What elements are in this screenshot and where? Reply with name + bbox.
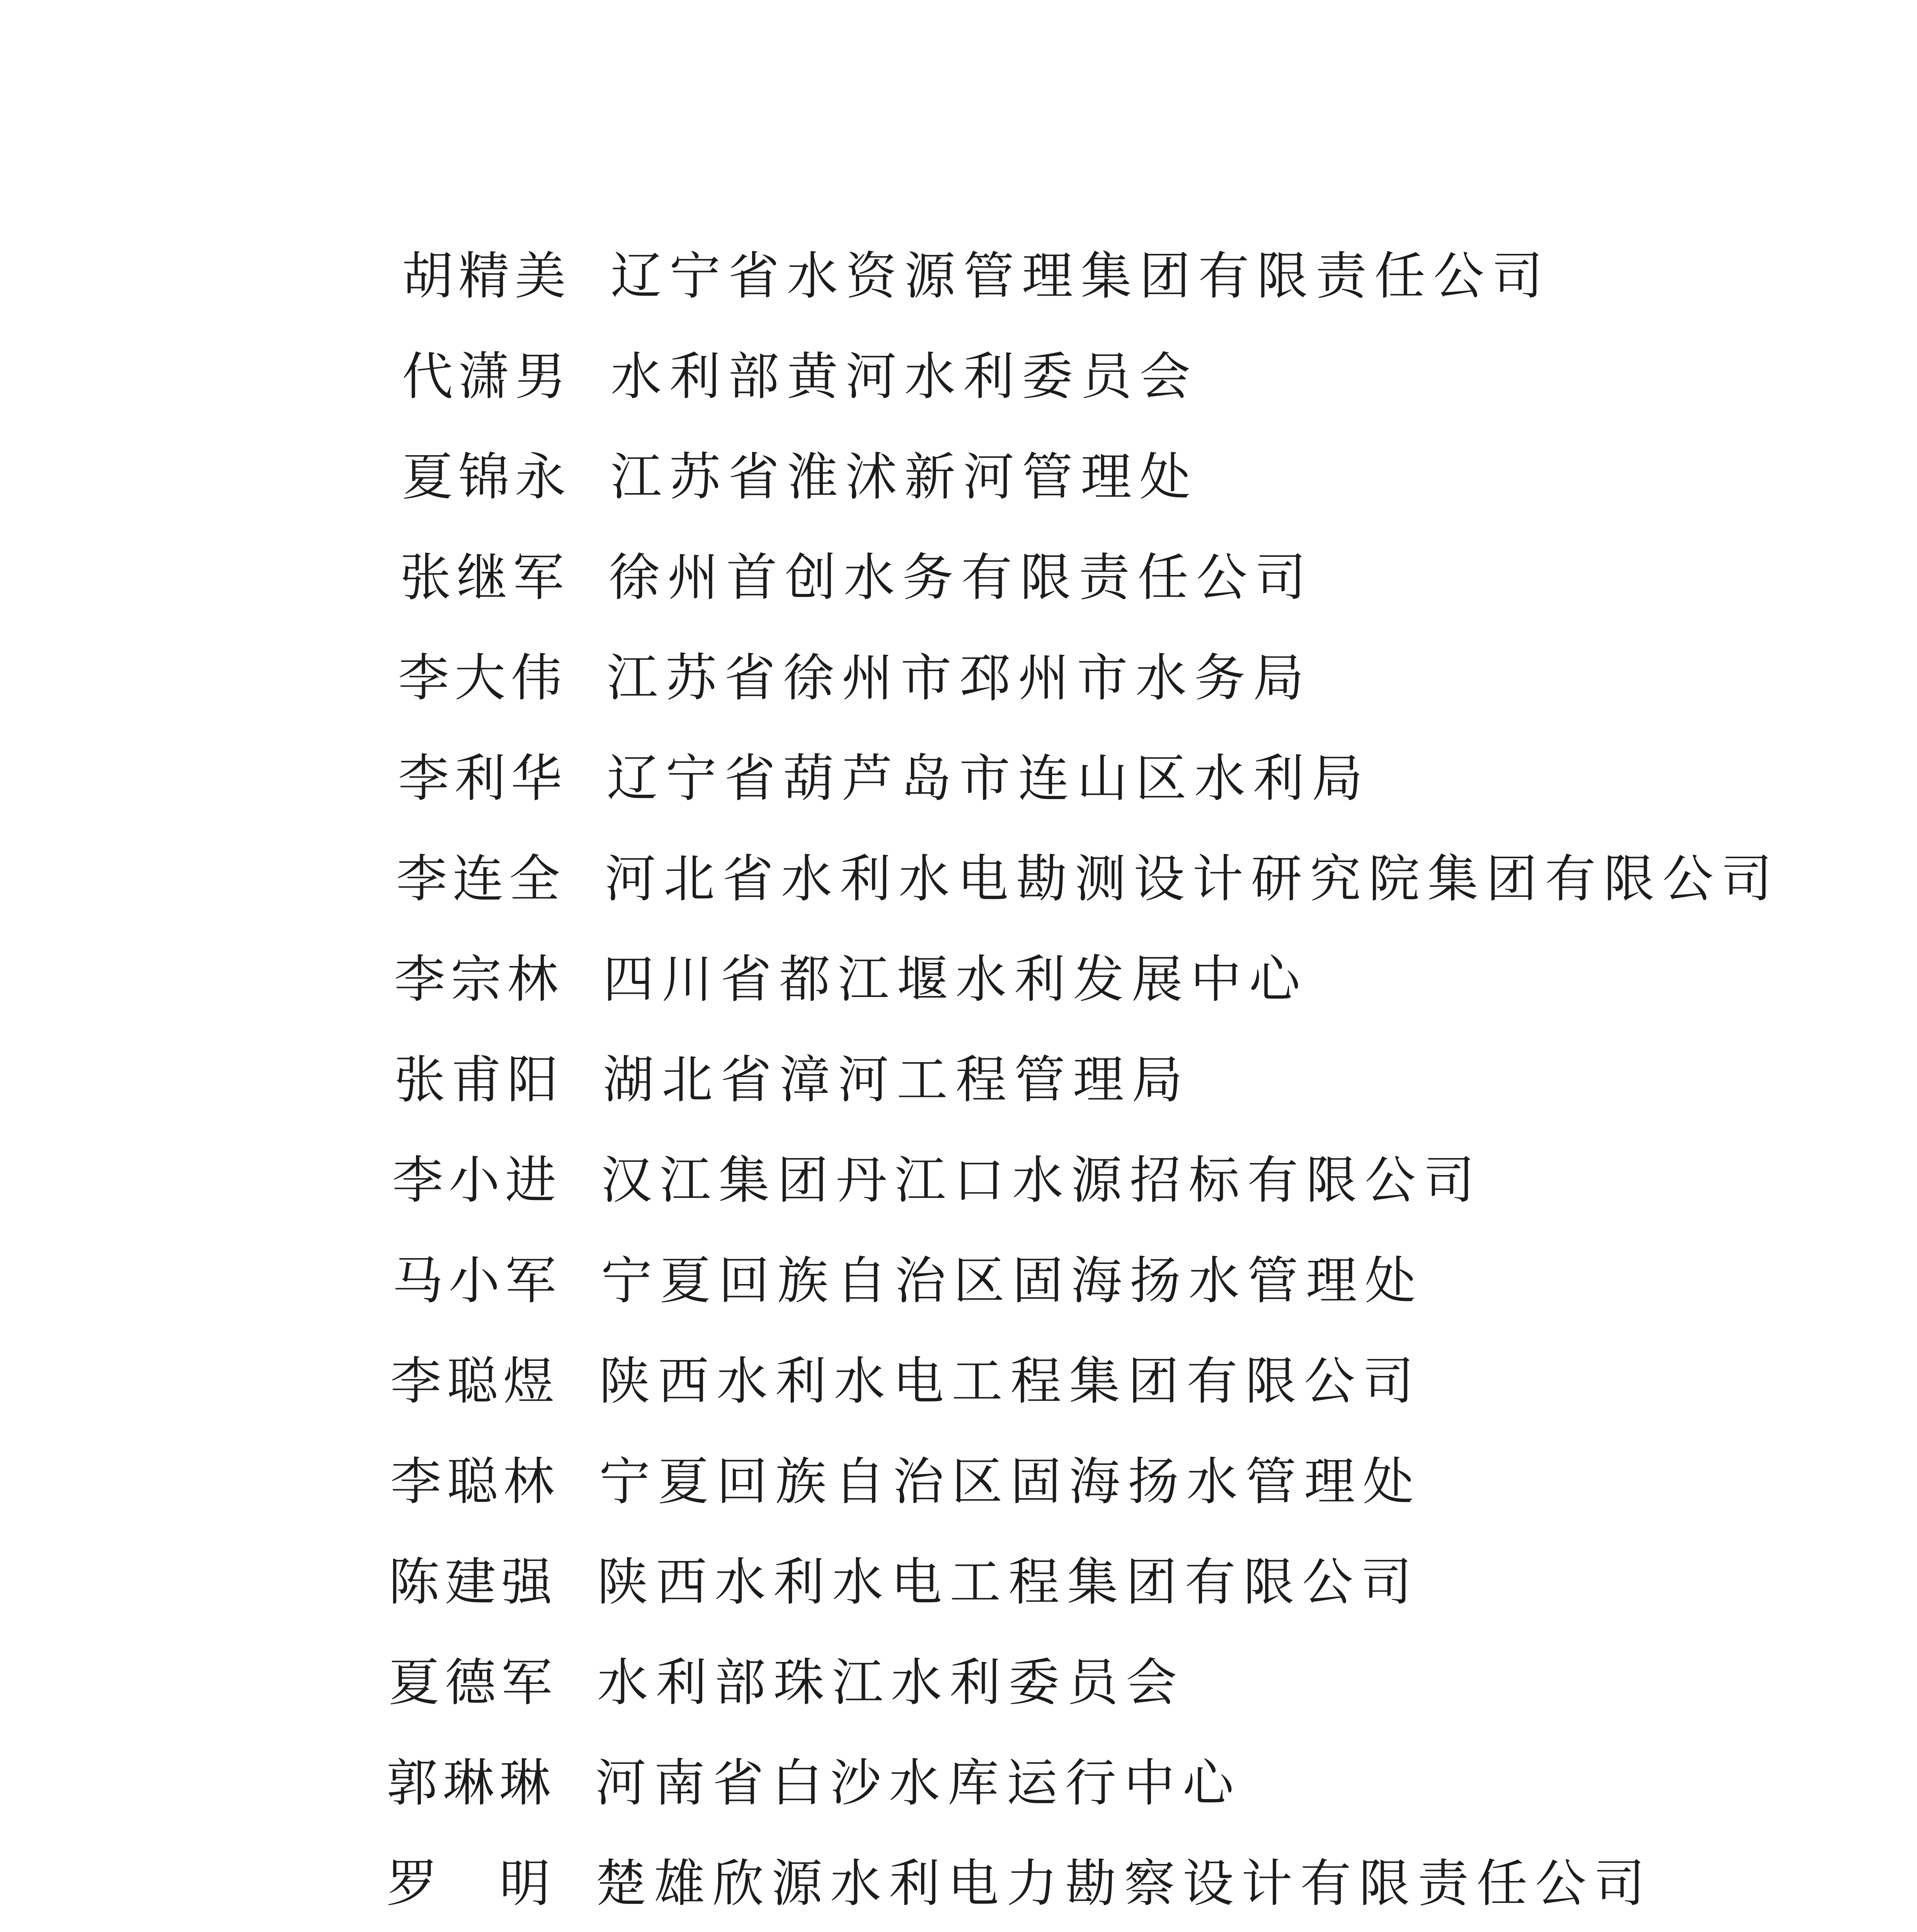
person-name: 李小进 <box>392 1151 562 1210</box>
organization-name: 宁夏回族自治区固海扬水管理处 <box>601 1251 1423 1311</box>
organization-name: 水利部黄河水利委员会 <box>611 347 1198 406</box>
person-name: 李聪煜 <box>390 1352 560 1411</box>
person-name: 胡精美 <box>402 247 571 306</box>
person-name: 郭琳琳 <box>386 1753 556 1813</box>
person-name: 李大伟 <box>398 648 567 708</box>
organization-name: 江苏省徐州市邳州市水务局 <box>607 648 1312 708</box>
person-name: 夏锦永 <box>402 447 571 507</box>
organization-name: 河北省水利水电勘测设计研究院集团有限公司 <box>605 849 1780 909</box>
organization-name: 江苏省淮沭新河管理处 <box>611 447 1198 507</box>
person-name: 李宗林 <box>394 950 564 1009</box>
person-name: 陈建强 <box>388 1553 558 1612</box>
organization-name: 楚雄欣源水利电力勘察设计有限责任公司 <box>595 1854 1653 1913</box>
person-name: 李连全 <box>396 849 565 909</box>
person-name: 罗 明 <box>386 1854 556 1913</box>
person-name: 代潇男 <box>402 347 571 406</box>
organization-name: 陕西水利水电工程集团有限公司 <box>597 1553 1420 1612</box>
organization-name: 徐州首创水务有限责任公司 <box>609 548 1314 607</box>
person-name: 马小军 <box>392 1251 562 1311</box>
organization-name: 辽宁省葫芦岛市连山区水利局 <box>607 749 1371 808</box>
organization-name: 陕西水利水电工程集团有限公司 <box>599 1352 1422 1411</box>
person-name: 张继军 <box>400 548 569 607</box>
person-name: 李聪林 <box>390 1452 560 1512</box>
organization-name: 河南省白沙水库运行中心 <box>595 1753 1241 1813</box>
organization-name: 宁夏回族自治区固海扬水管理处 <box>599 1452 1422 1512</box>
person-name: 张甫阳 <box>394 1050 564 1110</box>
person-name: 李利华 <box>398 749 567 808</box>
organization-name: 辽宁省水资源管理集团有限责任公司 <box>611 247 1551 306</box>
organization-name: 湖北省漳河工程管理局 <box>603 1050 1190 1110</box>
person-name: 夏德军 <box>388 1653 558 1713</box>
organization-name: 水利部珠江水利委员会 <box>597 1653 1185 1713</box>
organization-name: 汉江集团丹江口水源招标有限公司 <box>601 1151 1482 1210</box>
organization-name: 四川省都江堰水利发展中心 <box>603 950 1308 1009</box>
